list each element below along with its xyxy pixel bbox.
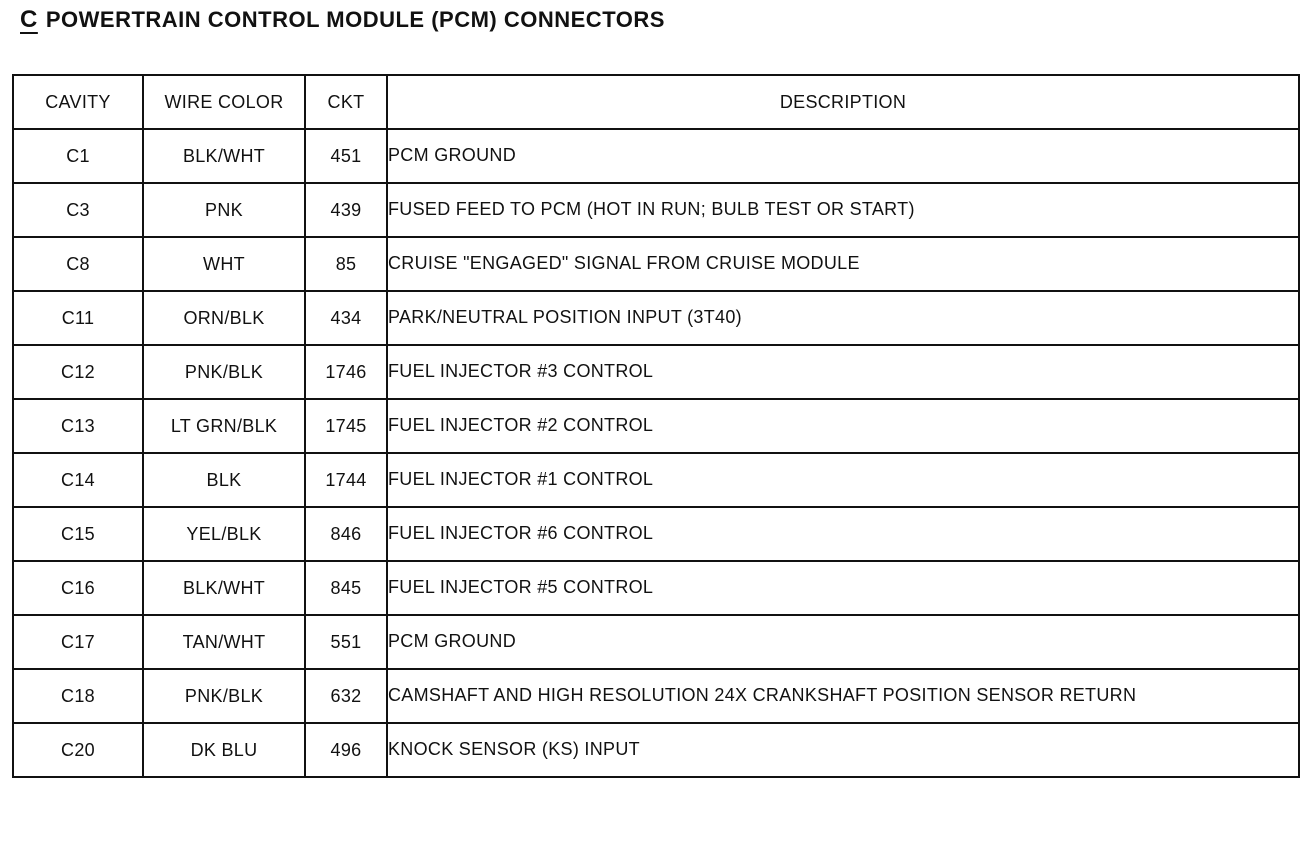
- cell-description: FUEL INJECTOR #1 CONTROL: [387, 453, 1299, 507]
- cell-cavity: C1: [13, 129, 143, 183]
- cell-ckt: 551: [305, 615, 387, 669]
- cell-ckt: 1746: [305, 345, 387, 399]
- cell-description: FUEL INJECTOR #6 CONTROL: [387, 507, 1299, 561]
- header-ckt: CKT: [305, 75, 387, 129]
- header-cavity: CAVITY: [13, 75, 143, 129]
- cell-wire-color: PNK: [143, 183, 305, 237]
- table-row: [13, 345, 1299, 399]
- cell-description: PCM GROUND: [387, 615, 1299, 669]
- cell-ckt: 451: [305, 129, 387, 183]
- cell-description: PCM GROUND: [387, 129, 1299, 183]
- cell-wire-color: BLK/WHT: [143, 129, 305, 183]
- cell-cavity: C20: [13, 723, 143, 777]
- cell-cavity: C16: [13, 561, 143, 615]
- cell-wire-color: TAN/WHT: [143, 615, 305, 669]
- header-wire-color: WIRE COLOR: [143, 75, 305, 129]
- table-header-row: [13, 75, 1299, 129]
- cell-wire-color: BLK: [143, 453, 305, 507]
- table-row: [13, 507, 1299, 561]
- cell-ckt: 434: [305, 291, 387, 345]
- cell-description: FUEL INJECTOR #2 CONTROL: [387, 399, 1299, 453]
- cell-wire-color: PNK/BLK: [143, 669, 305, 723]
- cell-wire-color: WHT: [143, 237, 305, 291]
- page-title: [20, 6, 665, 34]
- cell-ckt: 632: [305, 669, 387, 723]
- table-row: [13, 399, 1299, 453]
- table-row: [13, 561, 1299, 615]
- cell-ckt: 846: [305, 507, 387, 561]
- table-row: [13, 129, 1299, 183]
- cell-description: PARK/NEUTRAL POSITION INPUT (3T40): [387, 291, 1299, 345]
- table-row: [13, 723, 1299, 777]
- cell-wire-color: LT GRN/BLK: [143, 399, 305, 453]
- cell-description: FUEL INJECTOR #5 CONTROL: [387, 561, 1299, 615]
- pcm-connector-table: [12, 74, 1300, 778]
- cell-description: FUEL INJECTOR #3 CONTROL: [387, 345, 1299, 399]
- cell-cavity: C13: [13, 399, 143, 453]
- cell-description: KNOCK SENSOR (KS) INPUT: [387, 723, 1299, 777]
- cell-ckt: 1744: [305, 453, 387, 507]
- cell-ckt: 496: [305, 723, 387, 777]
- table-row: [13, 669, 1299, 723]
- table-row: [13, 237, 1299, 291]
- cell-cavity: C15: [13, 507, 143, 561]
- cell-cavity: C17: [13, 615, 143, 669]
- cell-description: FUSED FEED TO PCM (HOT IN RUN; BULB TEST OR START): [387, 183, 1299, 237]
- cell-wire-color: BLK/WHT: [143, 561, 305, 615]
- header-description: DESCRIPTION: [387, 75, 1299, 129]
- cell-cavity: C8: [13, 237, 143, 291]
- table-row: [13, 615, 1299, 669]
- cell-cavity: C18: [13, 669, 143, 723]
- cell-ckt: 1745: [305, 399, 387, 453]
- cell-cavity: C3: [13, 183, 143, 237]
- table-row: [13, 183, 1299, 237]
- cell-wire-color: ORN/BLK: [143, 291, 305, 345]
- table-row: [13, 291, 1299, 345]
- cell-description: CAMSHAFT AND HIGH RESOLUTION 24X CRANKSHAFT POSITION SENSOR RETURN: [387, 669, 1299, 723]
- cell-description: CRUISE "ENGAGED" SIGNAL FROM CRUISE MODULE: [387, 237, 1299, 291]
- cell-cavity: C11: [13, 291, 143, 345]
- cell-ckt: 85: [305, 237, 387, 291]
- cell-wire-color: YEL/BLK: [143, 507, 305, 561]
- cell-wire-color: PNK/BLK: [143, 345, 305, 399]
- cell-ckt: 845: [305, 561, 387, 615]
- cell-wire-color: DK BLU: [143, 723, 305, 777]
- table-row: [13, 453, 1299, 507]
- cell-ckt: 439: [305, 183, 387, 237]
- cell-cavity: C12: [13, 345, 143, 399]
- page-title-text: POWERTRAIN CONTROL MODULE (PCM) CONNECTORS: [45, 7, 665, 32]
- cell-cavity: C14: [13, 453, 143, 507]
- section-letter: C: [20, 6, 38, 33]
